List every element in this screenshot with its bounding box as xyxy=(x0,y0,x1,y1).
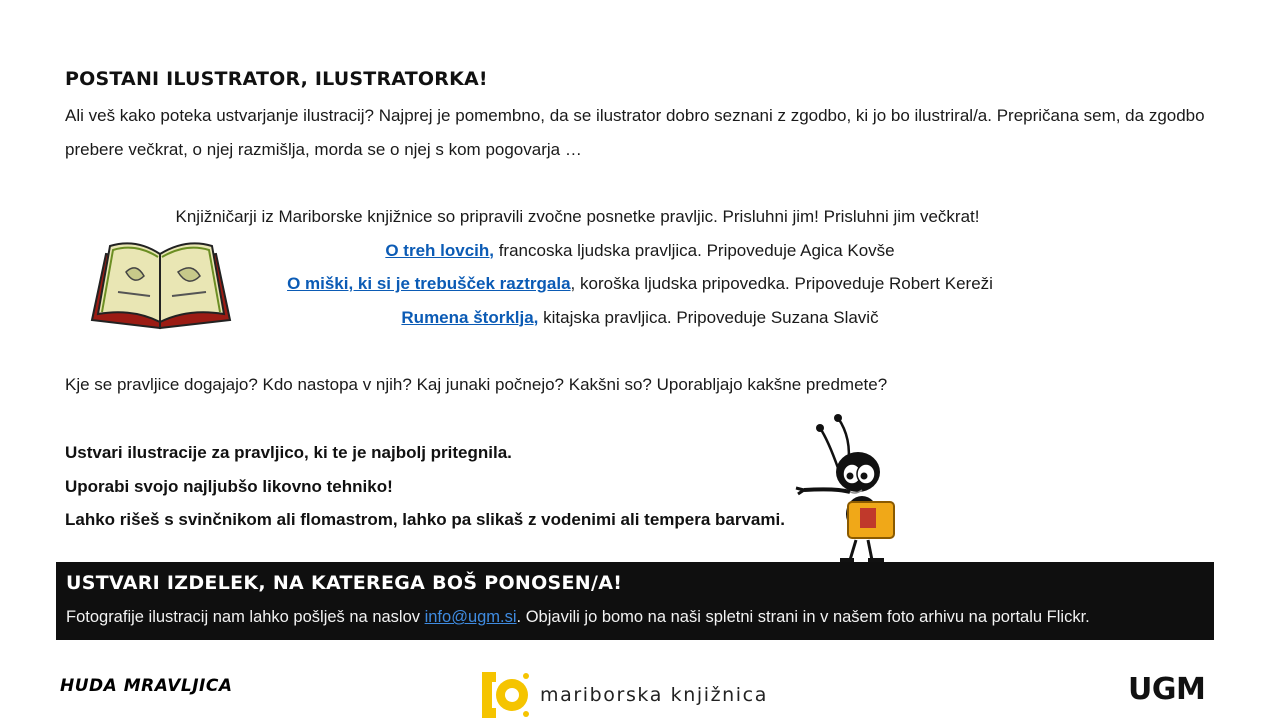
recording-link-o-treh-lovcih[interactable]: O treh lovcih, xyxy=(385,240,494,260)
recordings-lead: Knjižničarji iz Mariborske knjižnice so pripravili zvočne posnetke pravljic. Prisluhni jim! Prisluhni jim večkrat! xyxy=(175,207,980,226)
mariborska-knjiznica-logo-text: mariborska knjižnica xyxy=(540,684,768,706)
recording-description: kitajska pravljica. Pripoveduje Suzana Slavič xyxy=(538,307,879,327)
recording-link-rumena-storklja[interactable]: Rumena štorklja, xyxy=(401,307,539,327)
ant-mascot-icon xyxy=(790,410,915,565)
mariborska-knjiznica-logo-icon xyxy=(480,670,530,720)
recording-item xyxy=(0,234,1280,268)
questions-text: Kje se pravljice dogajajo? Kdo nastopa v njih? Kaj junaki počnejo? Kakšni so? Uporabljajo kakšne predmete? xyxy=(65,375,888,394)
banner xyxy=(56,562,1214,640)
ugm-logo: UGM xyxy=(1128,672,1206,707)
page-title: POSTANI ILUSTRATOR, ILUSTRATORKA! xyxy=(65,68,488,90)
recording-link-o-miski[interactable]: O miški, ki si je trebušček raztrgala xyxy=(287,274,571,293)
banner-text xyxy=(66,608,1090,627)
email-link[interactable]: info@ugm.si xyxy=(424,608,517,626)
recording-description: francoska ljudska pravljica. Pripoveduje Agica Kovše xyxy=(493,240,895,260)
instruction-item: Uporabi svojo najljubšo likovno tehniko! xyxy=(65,476,393,496)
instructions-list xyxy=(65,436,785,537)
intro-paragraph: Ali veš kako poteka ustvarjanje ilustracij? Najprej je pomembno, da se ilustrator dobro seznani z zgodbo, ki jo bo ilustriral/a. Prepričana sem, da zgodbo prebere večkrat, o njej razmišlja, morda se o njej s kom pogovarja … xyxy=(65,106,1205,159)
banner-title: USTVARI IZDELEK, NA KATEREGA BOŠ PONOSEN/A! xyxy=(66,572,623,594)
banner-text-before: Fotografije ilustracij nam lahko pošlješ na naslov xyxy=(66,608,425,626)
recording-item xyxy=(0,301,1280,335)
recording-item xyxy=(0,267,1280,301)
banner-text-after: . Objavili jo bomo na naši spletni strani in v našem foto arhivu na portalu Flickr. xyxy=(516,608,1090,626)
recordings-block xyxy=(0,200,1280,334)
instruction-item: Ustvari ilustracije za pravljico, ki te je najbolj pritegnila. xyxy=(65,443,512,462)
recording-description: , koroška ljudska pripovedka. Pripoveduje Robert Kereži xyxy=(570,274,993,293)
instruction-item: Lahko rišeš s svinčnikom ali flomastrom, lahko pa slikaš z vodenimi ali tempera barvami. xyxy=(65,510,785,529)
huda-mravljica-logo: HUDA MRAVLJICA xyxy=(60,676,233,696)
